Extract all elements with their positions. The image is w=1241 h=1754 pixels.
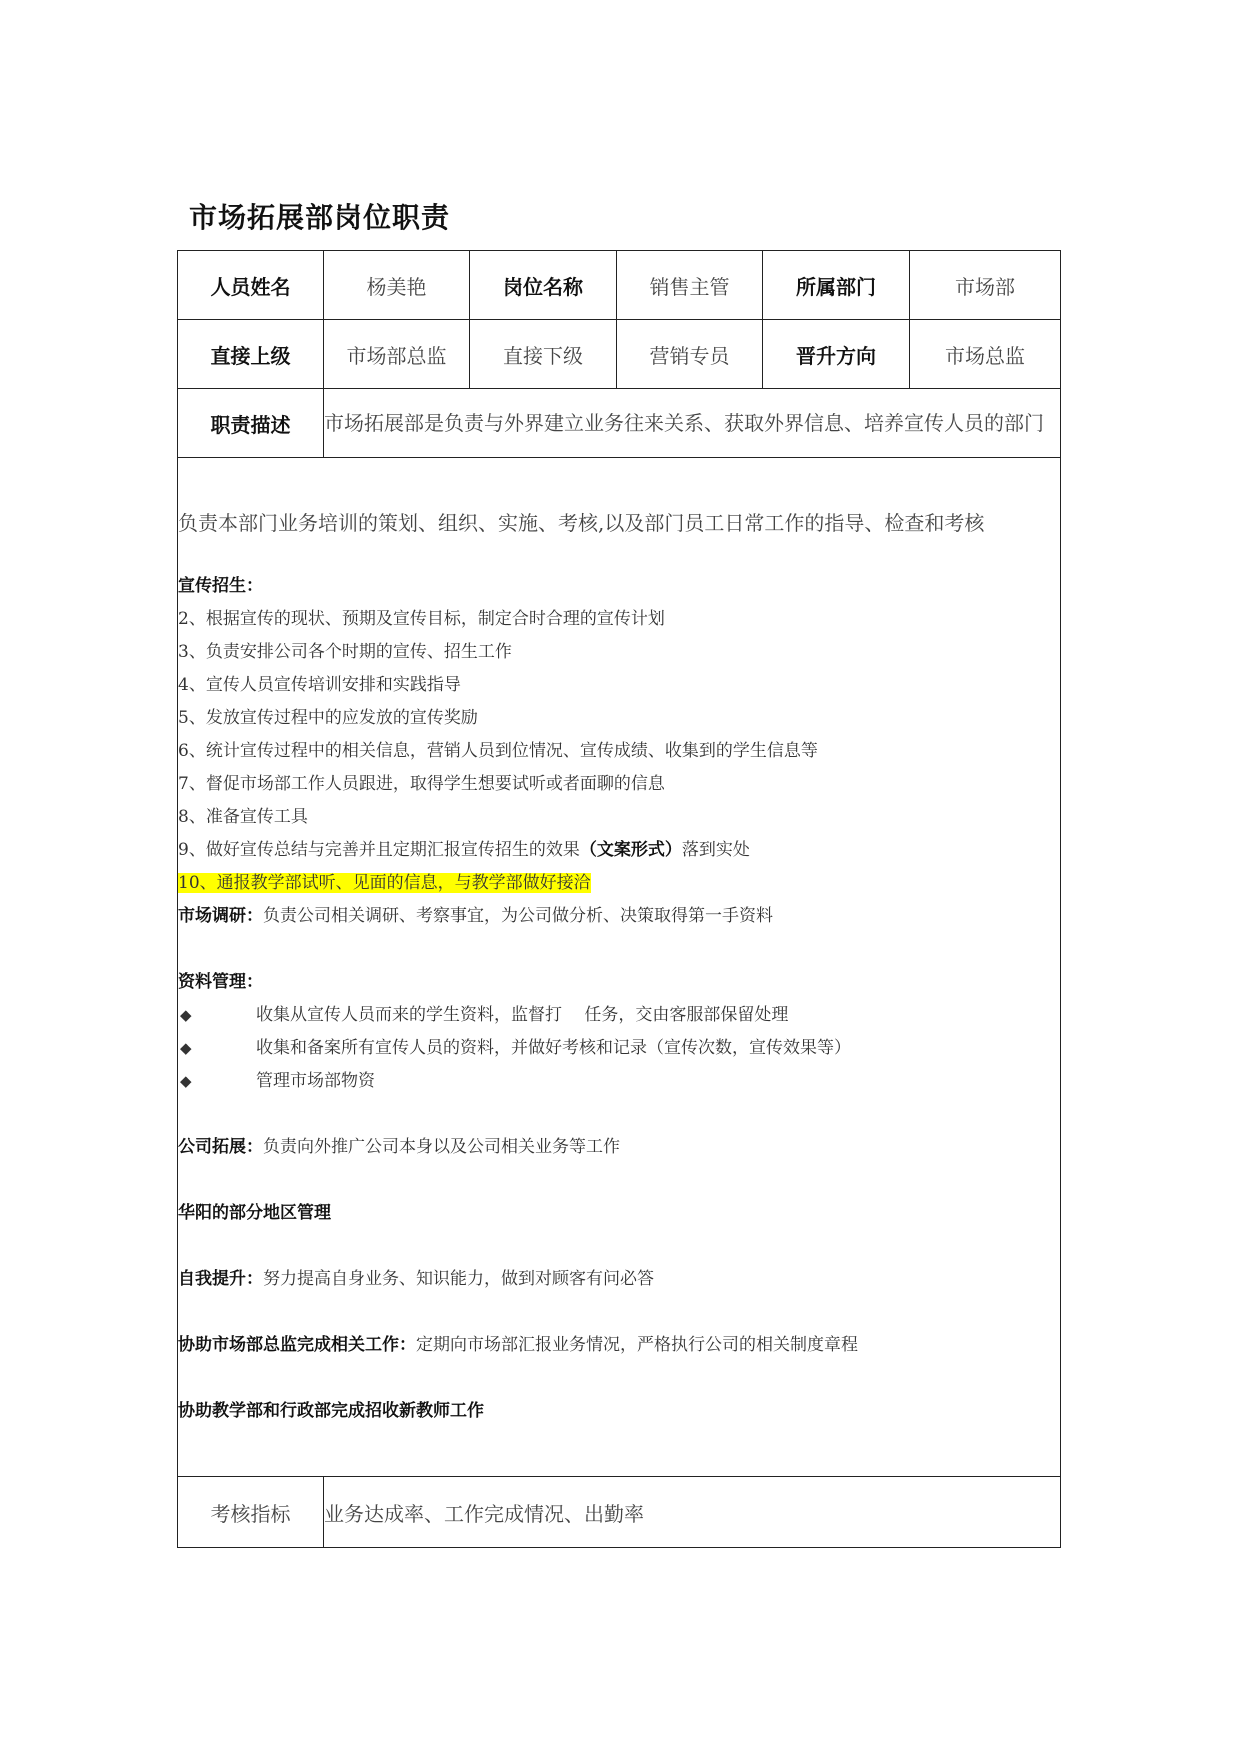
subordinate-value: 营销专员 xyxy=(617,320,763,389)
description-value: 市场拓展部是负责与外界建立业务往来关系、获取外界信息、培养宣传人员的部门 xyxy=(324,389,1061,458)
publicity-title: 宣传招生： xyxy=(178,575,263,596)
subordinate-label: 直接下级 xyxy=(470,320,617,389)
kpi-value: 业务达成率、工作完成情况、出勤率 xyxy=(324,1477,1061,1548)
item9-bold: （文案形式） xyxy=(579,839,682,860)
kpi-label: 考核指标 xyxy=(178,1477,324,1548)
self-improvement-line xyxy=(178,1263,1060,1296)
bullet-text: 管理市场部物资 xyxy=(256,1070,375,1091)
list-item xyxy=(178,1065,1060,1098)
promotion-value: 市场总监 xyxy=(910,320,1061,389)
table-row xyxy=(178,1477,1061,1548)
description-label: 职责描述 xyxy=(178,389,324,458)
page-title: 市场拓展部岗位职责 xyxy=(189,201,451,234)
expansion-line xyxy=(178,1131,1060,1164)
assist-teaching-title: 协助教学部和行政部完成招收新教师工作 xyxy=(178,1400,484,1421)
highlighted-item: 10、通报教学部试听、见面的信息，与教学部做好接洽 xyxy=(178,872,591,893)
self-improvement-text: 努力提高自身业务、知识能力，做到对顾客有问必答 xyxy=(263,1268,654,1289)
superior-value: 市场部总监 xyxy=(324,320,470,389)
self-improvement-title: 自我提升： xyxy=(178,1268,263,1289)
list-item: 3、负责安排公司各个时期的宣传、招生工作 xyxy=(178,641,512,662)
assist-director-line xyxy=(178,1329,1060,1362)
table-row xyxy=(178,458,1061,1477)
diamond-bullet-icon: ◆ xyxy=(180,1005,192,1024)
list-item xyxy=(178,834,1060,867)
list-item xyxy=(178,1032,1060,1065)
research-line xyxy=(178,900,1060,933)
list-item: 7、督促市场部工作人员跟进，取得学生想要试听或者面聊的信息 xyxy=(178,773,665,794)
department-label: 所属部门 xyxy=(763,251,910,320)
table-row xyxy=(178,389,1061,458)
expansion-text: 负责向外推广公司本身以及公司相关业务等工作 xyxy=(263,1136,620,1157)
assist-director-title: 协助市场部总监完成相关工作： xyxy=(178,1334,416,1355)
assist-director-text: 定期向市场部汇报业务情况，严格执行公司的相关制度章程 xyxy=(416,1334,858,1355)
list-item: 5、发放宣传过程中的应发放的宣传奖励 xyxy=(178,707,478,728)
list-item: 2、根据宣传的现状、预期及宣传目标，制定合时合理的宣传计划 xyxy=(178,608,665,629)
position-value: 销售主管 xyxy=(617,251,763,320)
list-item: 6、统计宣传过程中的相关信息，营销人员到位情况、宣传成绩、收集到的学生信息等 xyxy=(178,740,818,761)
diamond-bullet-icon: ◆ xyxy=(180,1071,192,1090)
bullet-text: 收集从宣传人员而来的学生资料，监督打 任务，交由客服部保留处理 xyxy=(256,1004,789,1025)
table-row xyxy=(178,320,1061,389)
name-label: 人员姓名 xyxy=(178,251,324,320)
intro-text: 负责本部门业务培训的策划、组织、实施、考核,以及部门员工日常工作的指导、检查和考核 xyxy=(178,510,985,535)
research-title: 市场调研： xyxy=(178,905,263,926)
research-text: 负责公司相关调研、考察事宜，为公司做分析、决策取得第一手资料 xyxy=(263,905,773,926)
list-item: 4、宣传人员宣传培训安排和实践指导 xyxy=(178,674,461,695)
name-value: 杨美艳 xyxy=(324,251,470,320)
region-title: 华阳的部分地区管理 xyxy=(178,1202,331,1223)
job-description-table xyxy=(177,250,1061,1548)
department-value: 市场部 xyxy=(910,251,1061,320)
materials-title: 资料管理： xyxy=(178,971,263,992)
responsibilities-cell xyxy=(178,458,1061,1477)
superior-label: 直接上级 xyxy=(178,320,324,389)
table-row xyxy=(178,251,1061,320)
position-label: 岗位名称 xyxy=(470,251,617,320)
item9-suffix: 落到实处 xyxy=(681,839,750,860)
diamond-bullet-icon: ◆ xyxy=(180,1038,192,1057)
list-item xyxy=(178,867,1060,900)
list-item: 8、准备宣传工具 xyxy=(178,806,308,827)
expansion-title: 公司拓展： xyxy=(178,1136,263,1157)
list-item xyxy=(178,999,1060,1032)
bullet-text: 收集和备案所有宣传人员的资料，并做好考核和记录（宣传次数，宣传效果等） xyxy=(256,1037,851,1058)
promotion-label: 晋升方向 xyxy=(763,320,910,389)
item9-prefix: 9、做好宣传总结与完善并且定期汇报宣传招生的效果 xyxy=(178,839,580,860)
